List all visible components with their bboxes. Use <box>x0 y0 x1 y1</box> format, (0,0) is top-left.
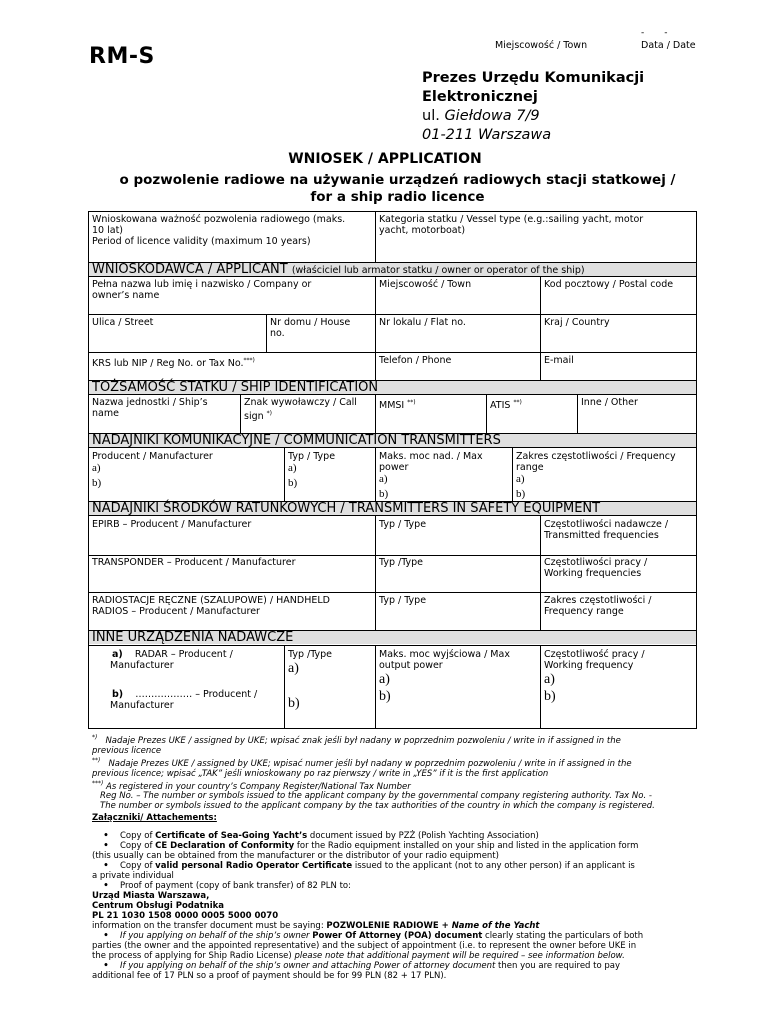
comm-power-field[interactable] <box>379 451 509 500</box>
footnote-3-line-1: As registered in your country’s Company Register/National Tax Number <box>106 781 411 792</box>
transponder-frequency-label-2: Working frequencies <box>544 568 642 579</box>
comm-frequency-label-2: range <box>516 462 544 473</box>
radar-label-2: Manufacturer <box>110 660 174 671</box>
attachment-text: then you are required to pay <box>495 961 621 971</box>
ship-heading: TOŻSAMOŚĆ STATKU / SHIP IDENTIFICATION <box>92 380 379 395</box>
ship-name-label-2: name <box>92 408 119 419</box>
divider <box>540 515 541 630</box>
attachment-text: Copy of <box>120 841 156 851</box>
attachment-text: If you applying on behalf of the ship’s owner <box>120 931 313 941</box>
attachment-item <box>92 881 697 931</box>
section-other-header <box>89 631 696 644</box>
footnote-3-line-3: The number or symbols issued to the applicant company by the tax authorities of the country in which the company is registered. <box>100 801 655 812</box>
vessel-type-label-1: Kategoria statku / Vessel type (e.g.:sailing yacht, motor <box>379 214 644 225</box>
vessel-type-field[interactable] <box>379 214 694 236</box>
applicant-flat-label: Nr lokalu / Flat no. <box>379 317 466 328</box>
subtitle-line-1: o pozwolenie radiowe na używanie urządzeń radiowych stacji statkowej / <box>119 172 676 188</box>
handheld-frequency-label-1: Zakres częstotliwości / <box>544 595 652 606</box>
item-a-label: a) <box>379 672 390 687</box>
divider <box>284 645 285 729</box>
epirb-type-field[interactable] <box>379 519 426 530</box>
ship-mmsi-field[interactable] <box>379 397 416 411</box>
divider <box>486 394 487 433</box>
radar-item-label: a) <box>112 649 123 660</box>
addressee-city: 01-211 Warszawa <box>422 127 552 143</box>
handheld-field[interactable] <box>92 595 372 617</box>
radar-label-1: RADAR – Producent / <box>134 649 233 660</box>
section-applicant-header <box>89 263 696 276</box>
other-type-field[interactable] <box>288 649 373 712</box>
applicant-phone-field[interactable] <box>379 355 451 366</box>
applicant-email-label: E-mail <box>544 355 574 366</box>
divider <box>88 314 697 315</box>
street-prefix: ul. <box>422 108 440 124</box>
epirb-type-label: Typ / Type <box>379 519 427 530</box>
safety-heading: NADAJNIKI ŚRODKÓW RATUNKOWYCH / TRANSMITTERS IN SAFETY EQUIPMENT <box>92 501 601 516</box>
payee-name: Urząd Miasta Warszawa, <box>92 891 210 901</box>
other-heading: INNE URZĄDZENIA NADAWCZE <box>92 630 294 645</box>
bullet-icon: • <box>103 831 109 841</box>
footnote-mark: ***) <box>243 357 255 364</box>
other-device-label-1: ……………… – Producent / <box>135 689 258 700</box>
divider <box>266 314 267 352</box>
divider <box>240 394 241 433</box>
attachment-text: clearly stating the particulars of both <box>482 931 644 941</box>
epirb-frequency-field[interactable] <box>544 519 694 541</box>
applicant-email-field[interactable] <box>544 355 574 366</box>
applicant-phone-label: Telefon / Phone <box>379 355 452 366</box>
other-power-label-1: Maks. moc wyjściowa / Max <box>379 649 510 660</box>
radar-field[interactable] <box>92 649 280 671</box>
transponder-frequency-field[interactable] <box>544 557 694 579</box>
comm-frequency-field[interactable] <box>516 451 696 500</box>
page-subtitle <box>90 172 705 206</box>
ship-name-label-1: Nazwa jednostki / Ship’s <box>92 397 208 408</box>
addressee-line-1: Prezes Urzędu Komunikacji <box>422 70 645 86</box>
other-frequency-label-1: Częstotliwość pracy / <box>544 649 645 660</box>
ship-mmsi-label: MMSI <box>379 400 405 412</box>
transponder-type-label: Typ /Type <box>379 557 424 568</box>
attachment-item <box>92 861 697 881</box>
attachment-text: please note that additional payment will be required – see information below. <box>294 951 625 961</box>
handheld-type-label: Typ / Type <box>379 595 427 606</box>
applicant-house-label-1: Nr domu / House <box>270 317 351 328</box>
divider <box>375 447 376 501</box>
ship-atis-field[interactable] <box>490 397 522 411</box>
applicant-name-label-1: Pełna nazwa lub imię i nazwisko / Company or <box>92 279 312 290</box>
other-frequency-label-2: Working frequency <box>544 660 634 671</box>
divider <box>375 276 376 380</box>
divider <box>375 211 376 262</box>
ship-callsign-label-2: sign <box>244 411 264 423</box>
ship-callsign-field[interactable] <box>244 397 374 422</box>
applicant-street-field[interactable] <box>92 317 153 328</box>
validity-label-3: Period of licence validity (maximum 10 years) <box>92 236 311 247</box>
attachment-text: information on the transfer document must be saying: <box>92 921 327 931</box>
footnote-mark: *) <box>92 734 98 741</box>
attachment-text: Copy of <box>120 831 156 841</box>
attachment-text: for the Radio equipment installed on your ship and listed in the application form <box>294 841 639 851</box>
bullet-icon: • <box>103 881 109 891</box>
divider <box>375 645 376 729</box>
comm-frequency-label-1: Zakres częstotliwości / Frequency <box>516 451 676 462</box>
footnote-mark: *) <box>266 410 273 417</box>
ship-other-label: Inne / Other <box>581 397 638 408</box>
epirb-label: EPIRB – Producent / Manufacturer <box>92 519 252 530</box>
other-device-label-2: Manufacturer <box>110 700 174 711</box>
item-a-label: a) <box>288 661 299 676</box>
attachment-text: parties (the owner and the appointed representative) and the subject of appointment (i.e. to represent the owner before UKE in <box>92 941 637 951</box>
attachment-text: issued to the applicant (not to any other person) if an applicant is <box>352 861 635 871</box>
place-label: Miejscowość / Town <box>495 40 588 51</box>
handheld-label-1: RADIOSTACJE RĘCZNE (SZALUPOWE) / HANDHELD <box>92 595 330 606</box>
divider <box>88 555 697 556</box>
attachment-text: Proof of payment (copy of bank transfer) of 82 PLN to: <box>120 881 351 891</box>
item-b-label: b) <box>379 488 389 500</box>
payee-department: Centrum Obsługi Podatnika <box>92 901 225 911</box>
comm-manufacturer-label: Producent / Manufacturer <box>92 451 213 462</box>
attachment-text: a private individual <box>92 871 174 881</box>
divider <box>284 447 285 501</box>
comm-power-label-1: Maks. moc nad. / Max <box>379 451 483 462</box>
ship-other-field[interactable] <box>581 397 638 408</box>
comm-power-label-2: power <box>379 462 409 473</box>
footnote-mark: ***) <box>92 779 104 787</box>
attachment-text: additional fee of 17 PLN so a proof of payment should be for 99 PLN (82 + 17 PLN). <box>92 971 447 981</box>
other-device-item-label: b) <box>112 689 124 700</box>
attachment-item <box>92 831 697 841</box>
applicant-heading: WNIOSKODAWCA / APPLICANT <box>92 262 288 277</box>
divider <box>540 276 541 380</box>
applicant-name-field[interactable] <box>92 279 372 301</box>
date-field[interactable] <box>641 28 696 51</box>
attachment-text: (this usually can be obtained from the manufacturer or the distributor of your radio equipment) <box>92 851 499 861</box>
bullet-icon: • <box>103 861 109 871</box>
attachment-text-bold: CE Declaration of Conformity <box>155 841 295 851</box>
comm-type-field[interactable] <box>288 451 373 489</box>
item-a-label: a) <box>288 462 297 474</box>
page-title: WNIOSEK / APPLICATION <box>288 151 482 167</box>
footnote-1-line-1: Nadaje Prezes UKE / assigned by UKE; wpisać znak jeśli był nadany w poprzednim pozwoleniu / write in if assigned in the <box>105 735 621 746</box>
comm-manufacturer-field[interactable] <box>92 451 282 489</box>
applicant-country-field[interactable] <box>544 317 610 328</box>
attachment-text-bold: valid personal Radio Operator Certificate <box>155 861 353 871</box>
addressee-street: Giełdowa 7/9 <box>444 108 540 124</box>
handheld-label-2: RADIOS – Producent / Manufacturer <box>92 606 260 617</box>
addressee-block <box>422 69 644 145</box>
form-code: RM-S <box>89 44 155 69</box>
applicant-postcode-label: Kod pocztowy / Postal code <box>544 279 674 290</box>
item-b-label: b) <box>544 689 556 704</box>
other-power-label-2: output power <box>379 660 443 671</box>
comm-type-label: Typ / Type <box>288 451 336 462</box>
subtitle-line-2: for a ship radio licence <box>310 189 485 205</box>
applicant-house-label-2: no. <box>270 328 285 339</box>
addressee-line-2: Elektronicznej <box>422 89 538 105</box>
attachment-item <box>92 961 697 981</box>
section-ship-header <box>89 381 696 394</box>
other-power-field[interactable] <box>379 649 537 705</box>
section-comm-header <box>89 434 696 447</box>
divider <box>88 592 697 593</box>
bullet-icon: • <box>103 931 109 941</box>
ship-atis-label: ATIS <box>490 400 511 412</box>
item-b-label: b) <box>516 488 526 500</box>
attachment-text-bold: Certificate of Sea-Going Yacht’s <box>155 831 308 841</box>
applicant-street-label: Ulica / Street <box>92 317 154 328</box>
footnote-mark: **) <box>92 756 101 764</box>
divider <box>375 515 376 630</box>
item-b-label: b) <box>288 696 300 711</box>
transponder-frequency-label-1: Częstotliwości pracy / <box>544 557 648 568</box>
other-type-label: Typ /Type <box>288 649 333 660</box>
epirb-frequency-label-1: Częstotliwości nadawcze / <box>544 519 669 530</box>
divider <box>375 394 376 433</box>
transponder-field[interactable] <box>92 557 296 568</box>
payee-account: PL 21 1030 1508 0000 0005 5000 0070 <box>92 911 279 921</box>
attachment-text-bold: Name of the Yacht <box>451 921 540 931</box>
handheld-frequency-label-2: Frequency range <box>544 606 624 617</box>
applicant-regno-label: KRS lub NIP / Reg No. or Tax No. <box>92 358 244 370</box>
item-a-label: a) <box>379 473 388 485</box>
footnotes <box>92 733 697 811</box>
applicant-regno-field[interactable] <box>92 355 255 369</box>
item-b-label: b) <box>379 689 391 704</box>
vessel-type-label-2: yacht, motorboat) <box>379 225 466 236</box>
attachments-list <box>92 813 697 981</box>
footnote-2-line-2: previous licence; wpisać „TAK” jeśli wnioskowany po raz pierwszy / write in „YES” if it is the first application <box>92 768 549 779</box>
ship-callsign-label-1: Znak wywoławczy / Call <box>244 397 357 408</box>
footnote-2-line-1: Nadaje Prezes UKE / assigned by UKE; wpisać numer jeśli był nadany w poprzednim pozwoleniu / write in if assigned in the <box>108 758 632 769</box>
applicant-name-label-2: owner’s name <box>92 290 160 301</box>
applicant-postcode-field[interactable] <box>544 279 673 290</box>
divider <box>88 645 697 646</box>
item-a-label: a) <box>92 462 101 474</box>
attachment-text: the process of applying for Ship Radio License) <box>92 951 295 961</box>
handheld-frequency-field[interactable] <box>544 595 694 617</box>
other-frequency-field[interactable] <box>544 649 694 705</box>
attachment-text-bold: Power Of Attorney (POA) document <box>312 931 483 941</box>
transponder-label: TRANSPONDER – Producent / Manufacturer <box>92 557 296 568</box>
footnote-mark: **) <box>407 399 416 406</box>
applicant-flat-field[interactable] <box>379 317 466 328</box>
epirb-frequency-label-2: Transmitted frequencies <box>544 530 659 541</box>
divider <box>577 394 578 433</box>
attachment-text: If you applying on behalf of the ship’s owner and attaching Power of attorney document <box>120 961 496 971</box>
attachment-text: Copy of <box>120 861 156 871</box>
divider <box>88 352 697 353</box>
applicant-town-label: Miejscowość / Town <box>379 279 472 290</box>
footnote-3-line-2: Reg No. – The number or symbols issued to the applicant company by the governmental company registering authority. Tax No. - <box>100 791 652 802</box>
applicant-country-label: Kraj / Country <box>544 317 610 328</box>
item-b-label: b) <box>92 477 102 489</box>
applicant-town-field[interactable] <box>379 279 471 290</box>
item-b-label: b) <box>288 477 298 489</box>
attachments-title: Załączniki/ Attachements: <box>92 813 217 823</box>
bullet-icon: • <box>103 961 109 971</box>
attachment-item <box>92 841 697 861</box>
validity-label-1: Wnioskowana ważność pozwolenia radiowego (maks. <box>92 214 346 225</box>
divider <box>512 447 513 501</box>
comm-heading: NADAJNIKI KOMUNIKACYJNE / COMMUNICATION TRANSMITTERS <box>92 433 501 448</box>
item-a-label: a) <box>516 473 525 485</box>
attachment-text-bold: POZWOLENIE RADIOWE + <box>326 921 452 931</box>
handheld-type-field[interactable] <box>379 595 426 606</box>
footnote-1-line-2: previous licence <box>92 745 162 756</box>
validity-label-2: 10 lat) <box>92 225 124 236</box>
epirb-field[interactable] <box>92 519 251 530</box>
date-label: Data / Date <box>641 40 696 51</box>
applicant-heading-note: (właściciel lub armator statku / owner or operator of the ship) <box>291 265 585 276</box>
divider <box>540 645 541 729</box>
applicant-house-field[interactable] <box>270 317 370 339</box>
ship-name-field[interactable] <box>92 397 237 419</box>
date-dashes: - - <box>641 28 668 38</box>
item-a-label: a) <box>544 672 555 687</box>
attachment-text: document issued by PZŻ (Polish Yachting Association) <box>307 831 539 841</box>
validity-field[interactable] <box>92 214 372 247</box>
section-safety-header <box>89 502 696 515</box>
transponder-type-field[interactable] <box>379 557 423 568</box>
attachment-item <box>92 931 697 961</box>
footnote-mark: **) <box>513 399 522 406</box>
bullet-icon: • <box>103 841 109 851</box>
other-device-field[interactable] <box>92 689 280 711</box>
